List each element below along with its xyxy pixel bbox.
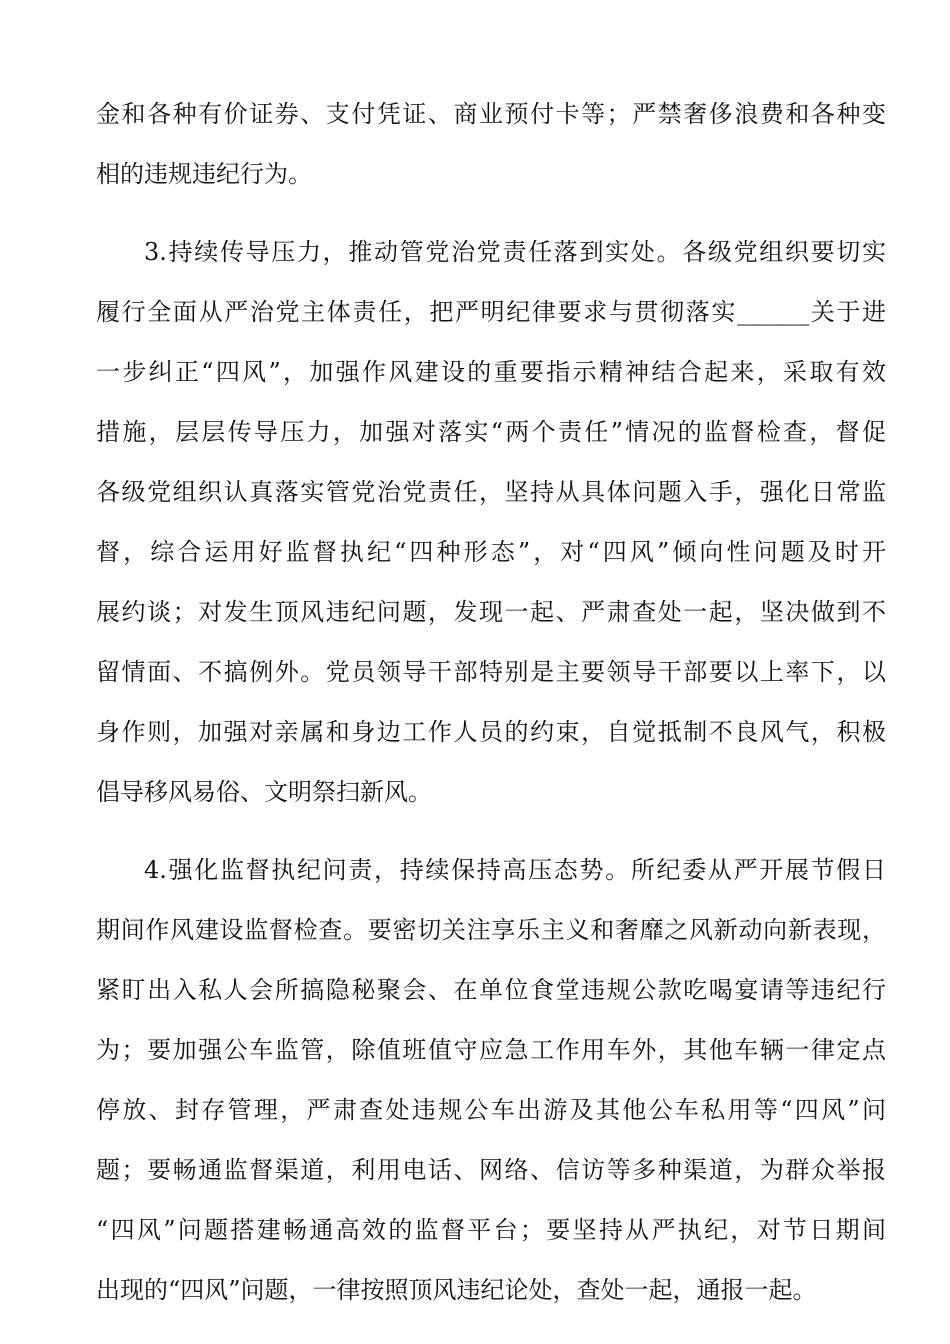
paragraph-continuation — [96, 84, 886, 204]
paragraph-3 — [96, 222, 886, 822]
document-body — [96, 84, 886, 1320]
text-line: 4.强化监督执纪问责，持续保持高压态势。所纪委从严开展节假日 — [144, 856, 886, 884]
text-line: 一步纠正“四风”，加强作风建设的重要指示精神结合起来，采取有效 — [96, 358, 886, 386]
text-line: 履行全面从严治党主体责任，把严明纪律要求与贯彻落实______关于进 — [96, 298, 886, 326]
text-line: 措施，层层传导压力，加强对落实“两个责任”情况的监督检查，督促 — [96, 418, 886, 446]
text-line: 倡导移风易俗、文明祭扫新风。 — [96, 778, 432, 806]
text-line: 留情面、不搞例外。党员领导干部特别是主要领导干部要以上率下，以 — [96, 658, 886, 686]
text-line: 金和各种有价证券、支付凭证、商业预付卡等；严禁奢侈浪费和各种变 — [96, 100, 886, 128]
text-line: 停放、封存管理，严肃查处违规公车出游及其他公车私用等“四风”问 — [96, 1096, 886, 1124]
text-line: “四风”问题搭建畅通高效的监督平台；要坚持从严执纪，对节日期间 — [96, 1216, 886, 1244]
text-line: 督，综合运用好监督执纪“四种形态”，对“四风”倾向性问题及时开 — [96, 538, 886, 566]
text-line: 为；要加强公车监管，除值班值守应急工作用车外，其他车辆一律定点 — [96, 1036, 886, 1064]
text-line: 身作则，加强对亲属和身边工作人员的约束，自觉抵制不良风气，积极 — [96, 718, 886, 746]
text-line: 各级党组织认真落实管党治党责任，坚持从具体问题入手，强化日常监 — [96, 478, 886, 506]
text-line: 3.持续传导压力，推动管党治党责任落到实处。各级党组织要切实 — [144, 238, 886, 266]
text-line: 展约谈；对发生顶风违纪问题，发现一起、严肃查处一起，坚决做到不 — [96, 598, 886, 626]
text-line: 紧盯出入私人会所搞隐秘聚会、在单位食堂违规公款吃喝宴请等违纪行 — [96, 976, 886, 1004]
text-line: 期间作风建设监督检查。要密切关注享乐主义和奢靡之风新动向新表现， — [96, 916, 886, 944]
paragraph-4 — [96, 840, 886, 1320]
text-line: 相的违规违纪行为。 — [96, 160, 312, 188]
text-line: 出现的“四风”问题，一律按照顶风违纪论处，查处一起，通报一起。 — [96, 1276, 817, 1304]
text-line: 题；要畅通监督渠道，利用电话、网络、信访等多种渠道，为群众举报 — [96, 1156, 886, 1184]
